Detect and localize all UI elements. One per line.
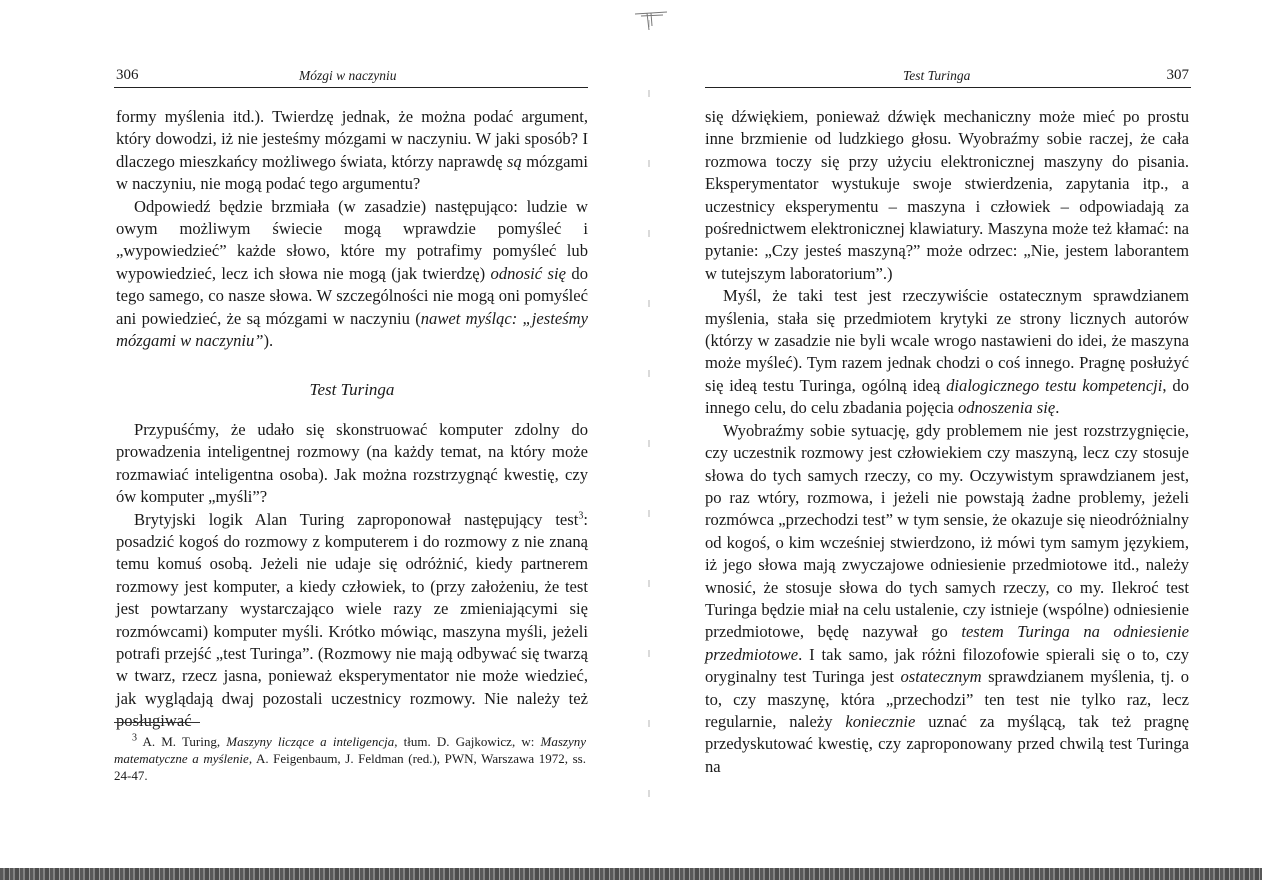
emphasis: są <box>507 151 522 171</box>
emphasis: koniecznie <box>845 711 916 731</box>
emphasis: odnoszenia się <box>957 398 1056 418</box>
header-rule-right <box>705 87 1191 88</box>
emphasis: ostatecznym <box>900 667 982 687</box>
page-number-left: 306 <box>116 67 139 83</box>
paragraph: Myśl, że taki test jest rzeczywiście ostatecznym sprawdzianem myślenia, stała się przedmiotem krytyki ze strony licznych autorów (którzy w zasadzie nie byli wcale wrogo nastawieni do idei, że maszyna może myśleć). Tym razem jednak chodzi o coś innego. Pragnę posłużyć się ideą testu Turinga, ogólną ideą dialogicznego testu kompetencji, do innego celu, do celu zbadania pojęcia odnoszenia się. <box>705 286 1190 418</box>
footnote: $^3$ A. M. Turing, Maszyny liczące a inteligencja, tłum. D. Gajkowicz, w: Maszyny matematyczne a myślenie, A. Feigenbaum, J. Feldman (red.), PWN, Warszawa 1972, ss. 24-47. <box>114 732 586 783</box>
paragraph: Odpowiedź będzie brzmiała (w zasadzie) następująco: ludzie w owym możliwym świecie mogą wprawdzie pomyśleć i „wypowiedzieć” każde słowo, które my potrafimy pomyśleć lub wypowiedzieć, lecz ich słowa nie mogą (jak twierdzę) odnosić się do tego samego, co nasze słowa. W szczególności nie mogą oni pomyśleć ani powiedzieć, że są mózgami w naczyniu (nawet myśląc: „jesteśmy mózgami w naczyniu”). <box>116 196 589 351</box>
scan-edge-strip <box>0 868 1262 880</box>
running-title-left: Mózgi w naczyniu <box>299 68 397 83</box>
footnote-mark: 3 <box>132 732 137 744</box>
page-number-right: 307 <box>1166 67 1189 83</box>
emphasis: odnosić się <box>490 263 566 283</box>
paragraph: Przypuśćmy, że udało się skonstruować komputer zdolny do prowadzenia inteligentnej rozmowy (na każdy temat, na który może rozmawiać inteligentna osoba). Jak można rozstrzygnąć kwestię, czy ów komputer „myśli”? <box>116 419 588 507</box>
paragraph: Wyobraźmy sobie sytuację, gdy problemem nie jest rozstrzygnięcie, czy uczestnik rozmowy jest człowiekiem czy maszyną, lecz czy stosuje słowa do tych samych rzeczy, co my. Oczywistym sprawdzianem jest, po raz wtóry, rozmowa, i jeżeli nie powstają żadne problemy, jeżeli rozmówca „przechodzi test” w tym sensie, że okazuje się nieodróżnialny od kogoś, o kim wcześniej stwierdzono, iż mówi tym samym językiem, iż jego słowa mają zwyczajowe odniesienie przedmiotowe itd., należy wnosić, że stosuje słowa do tych samych rzeczy, co my. Ilekroć test Turinga będzie miał na celu ustalenie, czy istnieje (wspólne) odniesienie przedmiotowe, będę nazywał go testem Turinga na odniesienie przedmiotowe. I tak samo, jak różni filozofowie spierali się o to, czy oryginalny test Turinga jest ostatecznym sprawdzianem myślenia, tj. o to, czy maszynę, która „przechodzi” ten test nie tylko raz, lecz regularnie, należy koniecznie uznać za myślącą, tak też pragnę przedyskutować kwestię, czy zaproponowany przed chwilą test Turinga na <box>705 420 1190 776</box>
paragraph: się dźwiękiem, ponieważ dźwięk mechaniczny może mieć po prostu inne brzmienie od ludzkiego głosu. Wyobraźmy sobie raczej, że cała rozmowa toczy się przy użyciu elektronicznej maszyny do pisania. Eksperymentator wystukuje swoje stwierdzenia, zapytania itp., a uczestnicy eksperymentu – maszyna i człowiek – odpowiadają za pośrednictwem elektronicznej klawiatury. Maszyna może też kłamać: na pytanie: „Czy jesteś maszyną?” może odrzec: „Nie, jestem laborantem w tutejszym laboratorium”.) <box>705 107 1189 283</box>
right-page-header <box>705 67 1189 87</box>
right-page <box>631 0 1262 894</box>
emphasis: dialogicznego testu kompetencji <box>946 375 1163 395</box>
footnote-rule <box>114 722 200 723</box>
right-body-text <box>705 106 1189 778</box>
paragraph: formy myślenia itd.). Twierdzę jednak, że można podać argument, który dowodzi, iż nie jesteśmy mózgami w naczyniu. W jaki sposób? I dlaczego mieszkańcy możliwego świata, którzy naprawdę są mózgami w naczyniu, nie mogą podać tego argumentu? <box>116 107 588 194</box>
header-rule-left <box>114 87 588 88</box>
left-body-text <box>116 106 588 733</box>
paragraph: Brytyjski logik Alan Turing zaproponował następujący test$^3$: posadzić kogoś do rozmowy z komputerem i do rozmowy z nie znaną temu komuś osobą. Jeżeli nie udaje się odróżnić, kiedy partnerem rozmowy jest komputer, a kiedy człowiek, to (przy założeniu, że test jest powtarzany wystarczająco wiele razy ze zmieniającymi się rozmówcami) komputer myśli. Krótko mówiąc, maszyna myśli, jeżeli potrafi przejść „test Turinga”. (Rozmowy nie mają odbywać się twarzą w twarz, rzecz jasna, ponieważ eksperymentator nie może wiedzieć, jak wyglądają dwaj pozostali uczestnicy rozmowy. Nie należy też posługiwać <box>116 509 588 731</box>
emphasis: testem Turinga na odniesienie przedmiotowe <box>705 622 1189 664</box>
running-title-right: Test Turinga <box>903 68 971 83</box>
emphasis: nawet myśląc: „jesteśmy mózgami w naczyniu” <box>116 308 589 351</box>
section-heading: Test Turinga <box>309 380 395 400</box>
footnote-reference: 3 <box>578 509 584 521</box>
left-page-header <box>116 67 588 87</box>
